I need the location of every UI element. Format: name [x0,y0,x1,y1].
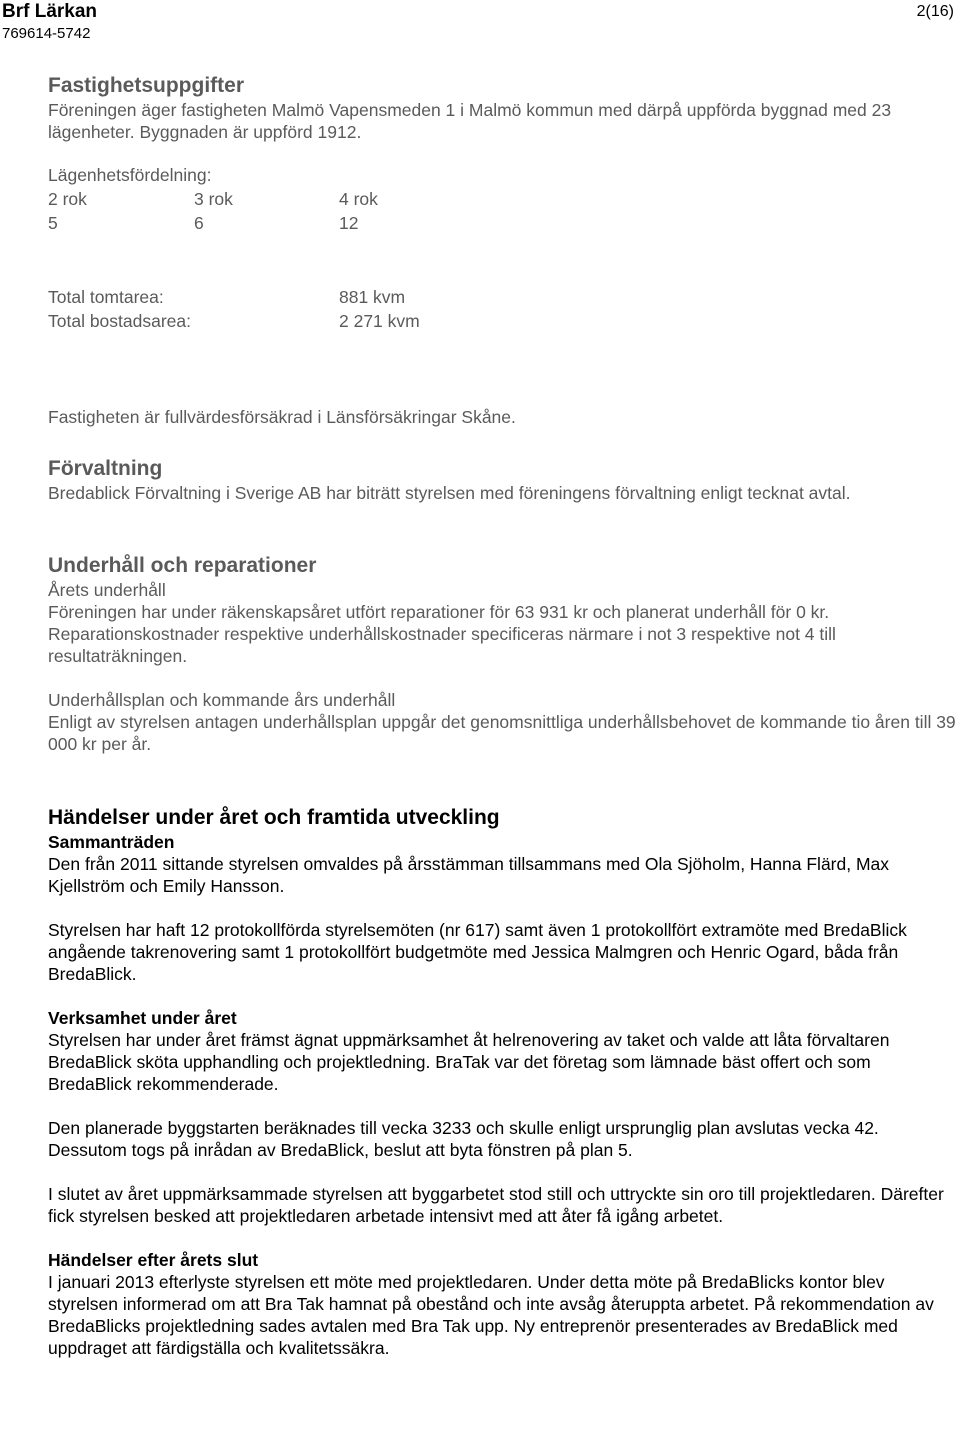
property-heading: Fastighetsuppgifter [48,74,245,97]
area-value: 881 kvm [339,287,406,307]
activity-paragraph: Styrelsen har under året främst ägnat uppmärksamhet åt helrenovering av taket och valde att låta förvaltaren BredaBlick sköta upphandling och projektledning. BraTak var det företag som lämnade bäst offert och som BredaBlick rekommenderade. [48,1030,890,1094]
after-year-paragraph: I januari 2013 efterlyste styrelsen ett möte med projektledaren. Under detta möte på BredaBlicks kontor blev styrelsen informerad om att Bra Tak hamnat på obestånd och inte avsåg återuppta arbetet. På rekommendation av BredaBlicks projektledning sades avtalen med Bra Tak upp. Ny entreprenör presenterades av BredaBlick med uppdraget att färdigställa och kvalitetssäkra. [48,1272,934,1358]
area-label: Total bostadsarea: [48,311,192,331]
meetings-subheading: Sammanträden [48,832,175,852]
management-text: Bredablick Förvaltning i Sverige AB har biträtt styrelsen med föreningens förvaltning enligt tecknat avtal. [48,483,851,503]
apartment-distribution-label: Lägenhetsfördelning: [48,165,212,185]
property-section [48,73,956,428]
events-heading: Händelser under året och framtida utveckling [48,806,500,829]
apartment-type: 3 rok [194,189,233,209]
meetings-paragraph: Styrelsen har haft 12 protokollförda styrelsemöten (nr 617) samt även 1 protokollfört extramöte med BredaBlick angående takrenovering samt 1 protokollfört budgetmöte med Jessica Malmgren och Henric Ogard, båda från BredaBlick. [48,920,907,984]
document-body [48,73,956,1359]
maintenance-plan-subheading: Underhållsplan och kommande års underhåll [48,690,396,710]
apartment-distribution-table [48,187,956,235]
management-heading: Förvaltning [48,457,163,480]
activity-paragraph: I slutet av året uppmärksammade styrelsen att byggarbetet stod still och uttryckte sin oro till projektledaren. Därefter fick styrelsen besked att projektledaren arbetade intensivt med att åter få igång arbetet. [48,1184,944,1226]
activity-paragraph: Den planerade byggstarten beräknades till vecka 3233 och skulle enligt ursprunglig plan avslutas vecka 42. Dessutom togs på inrådan av BredaBlick, beslut att byta fönstren på plan 5. [48,1118,879,1160]
apartment-count: 6 [194,213,204,233]
activity-subheading: Verksamhet under året [48,1008,237,1028]
events-section [48,805,956,1359]
meetings-paragraph: Den från 2011 sittande styrelsen omvaldes på årsstämman tillsammans med Ola Sjöholm, Hanna Flärd, Max Kjellström och Emily Hansson. [48,854,890,896]
maintenance-plan-text: Enligt av styrelsen antagen underhållsplan uppgår det genomsnittliga underhållsbehovet de kommande tio åren till 39 000 kr per år. [48,712,956,754]
management-section [48,456,956,504]
organization-number: 769614-5742 [2,25,91,42]
year-maintenance-text: Föreningen har under räkenskapsåret utfört reparationer för 63 931 kr och planerat underhåll för 0 kr. Reparationskostnader respektive underhållskostnader specificeras närmare i not 3 respektive not 4 till resultaträkningen. [48,602,836,666]
maintenance-section [48,553,956,755]
after-year-subheading: Händelser efter årets slut [48,1250,259,1270]
area-value: 2 271 kvm [339,311,420,331]
area-table [48,285,956,333]
page-number: 2(16) [916,3,954,20]
insurance-text: Fastigheten är fullvärdesförsäkrad i Länsförsäkringar Skåne. [48,407,516,427]
page-header [2,1,97,44]
apartment-count: 12 [339,213,359,233]
organization-name: Brf Lärkan [2,1,98,22]
property-intro: Föreningen äger fastigheten Malmö Vapensmeden 1 i Malmö kommun med därpå uppförda byggnad med 23 lägenheter. Byggnaden är uppförd 1912. [48,100,892,142]
apartment-type: 4 rok [339,189,378,209]
year-maintenance-subheading: Årets underhåll [48,580,166,600]
apartment-count: 5 [48,213,58,233]
maintenance-heading: Underhåll och reparationer [48,554,317,577]
apartment-type: 2 rok [48,189,87,209]
area-label: Total tomtarea: [48,287,164,307]
